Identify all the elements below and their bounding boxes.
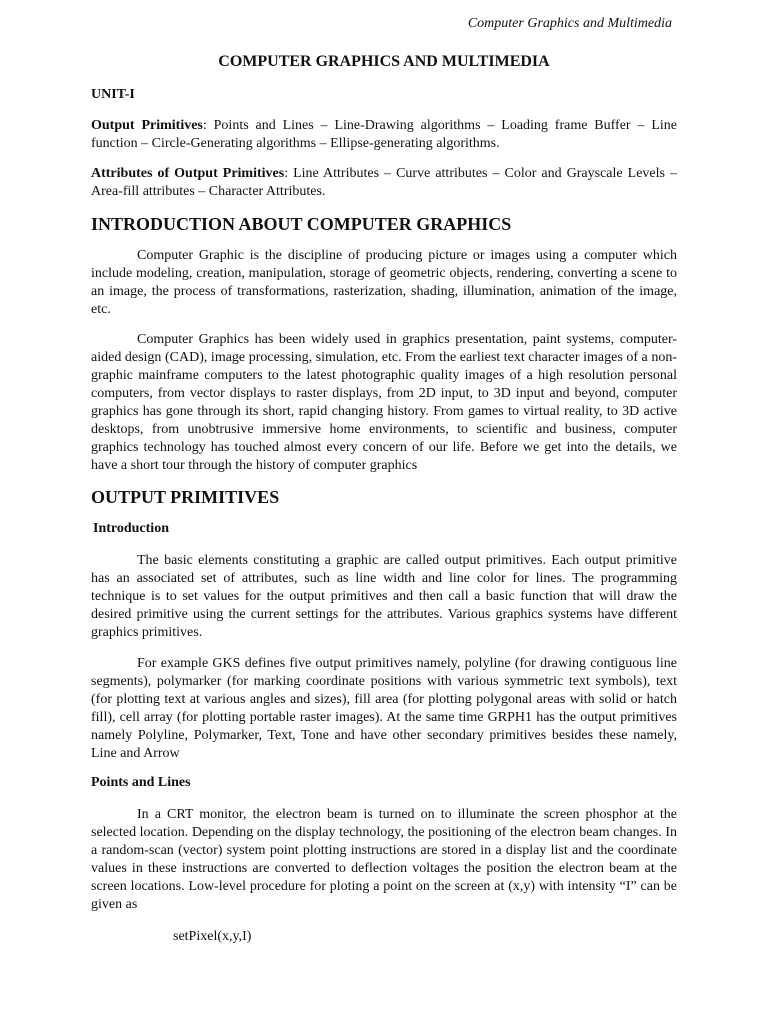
syllabus-attributes-label: Attributes of Output Primitives — [91, 166, 285, 181]
setpixel-code: setPixel(x,y,I) — [173, 929, 252, 944]
output-primitives-paragraph-2: For example GKS defines five output primitives namely, polyline (for drawing contiguous line segments), polymarker (for marking coordinate positions with various symmetric text symbols), text (for plotting text at various angles and sizes), fill area (for plotting polygonal areas with solid or hatch fill), cell array (for plotting portable raster images). At the same time GRPH1 has the output primitives namely Polyline, Polymarker, Text, Tone and have other secondary primitives besides these namely, Line and Arrow — [91, 656, 677, 761]
intro-heading: INTRODUCTION ABOUT COMPUTER GRAPHICS — [91, 214, 512, 234]
syllabus-attributes — [91, 165, 677, 201]
output-primitives-paragraph-1: The basic elements constituting a graphic are called output primitives. Each output primitive has an associated set of attributes, such as line width and line color for lines. The programming technique is to set values for the output primitives and then call a basic function that will draw the desired primitive using the current settings for the attributes. Various graphics systems have different graphics primitives. — [91, 553, 677, 640]
introduction-subheading: Introduction — [93, 521, 169, 536]
intro-paragraph-2: Computer Graphics has been widely used in graphics presentation, paint systems, computer-aided design (CAD), image processing, simulation, etc. From the earliest text character images of a non-graphic mainframe computers to the latest photographic quality images of a high resolution personal computers, from vector displays to raster displays, from 2D input, to 3D input and beyond, computer graphics has gone through its short, rapid changing history. From games to virtual reality, to 3D active desktops, from unobtrusive immersive home environments, to scientific and business, computer graphics technology has touched almost every concern of our life. Before we get into the details, we have a short tour through the history of computer graphics — [91, 332, 677, 473]
syllabus-output-primitives-label: Output Primitives — [91, 118, 203, 133]
syllabus-attributes-text: : Line Attributes – Curve attributes – Color and Grayscale Levels – Area-fill attributes – Character Attributes. — [91, 166, 677, 199]
unit-label: UNIT-I — [91, 87, 135, 102]
output-primitives-heading: OUTPUT PRIMITIVES — [91, 487, 280, 507]
points-and-lines-paragraph: In a CRT monitor, the electron beam is turned on to illuminate the screen phosphor at the selected location. Depending on the display technology, the positioning of the electron beam changes. In a random-scan (vector) system point plotting instructions are stored in a display list and the coordinate values in these instructions are converted to deflection voltages the position the electron beam at the screen locations. Low-level procedure for ploting a point on the screen at (x,y) with intensity “I” can be given as — [91, 807, 677, 912]
running-header: Computer Graphics and Multimedia — [467, 16, 672, 31]
points-and-lines-heading: Points and Lines — [91, 775, 191, 790]
intro-paragraph-1: Computer Graphic is the discipline of producing picture or images using a computer which include modeling, creation, manipulation, storage of geometric objects, rendering, converting a scene to an image, the process of transformations, rasterization, shading, illumination, animation of the image, etc. — [91, 248, 677, 317]
syllabus-output-primitives-text: : Points and Lines – Line-Drawing algorithms – Loading frame Buffer – Line function – Circle-Generating algorithms – Ellipse-generating algorithms. — [91, 118, 677, 151]
document-title: COMPUTER GRAPHICS AND MULTIMEDIA — [218, 53, 550, 70]
syllabus-output-primitives — [91, 117, 677, 153]
